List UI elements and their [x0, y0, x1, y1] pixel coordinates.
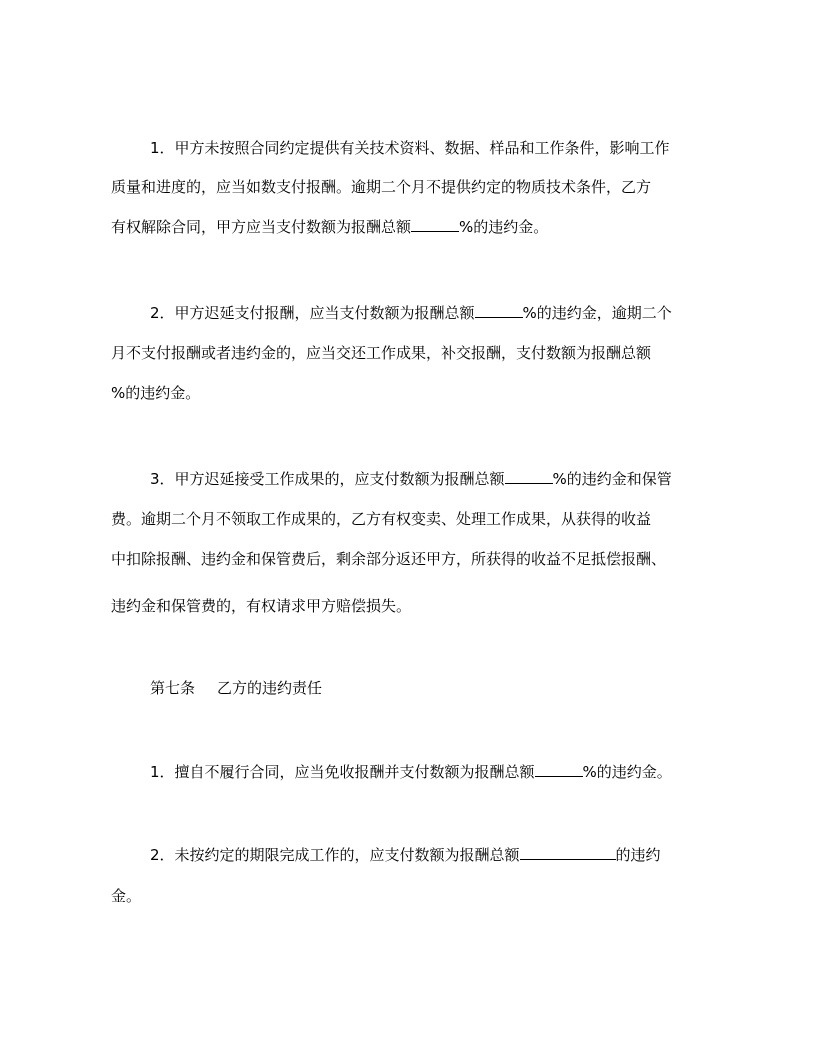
- clause-3-text-2: 费。逾期二个月不领取工作成果的，乙方有权变卖、处理工作成果，从获得的收益: [111, 510, 652, 528]
- clause-3-text-4: 违约金和保管费的，有权请求甲方赔偿损失。: [111, 597, 412, 615]
- fill-blank: [505, 469, 553, 484]
- clause-1-line-3: [111, 217, 711, 237]
- clause-2-line-2: [111, 343, 711, 363]
- clause-2-text-1a: 2．甲方迟延支付报酬，应当支付数额为报酬总额: [150, 304, 475, 322]
- fill-blank: [475, 303, 523, 318]
- clause-2-text-2: 月不支付报酬或者违约金的，应当交还工作成果，补交报酬，支付数额为报酬总额: [111, 344, 652, 362]
- clause-2-text-3: %的违约金。: [111, 384, 201, 402]
- clause-2-text-1b: %的违约金，逾期二个: [522, 304, 672, 322]
- clause-4-text-1b: %的违约金。: [582, 763, 672, 781]
- clause-3-line-1: [150, 469, 750, 489]
- clause-4-text-1a: 1．擅自不履行合同，应当免收报酬并支付数额为报酬总额: [150, 763, 535, 781]
- clause-5-line-1: [150, 845, 750, 865]
- clause-1-text-3a: 有权解除合同，甲方应当支付数额为报酬总额: [111, 218, 412, 236]
- clause-5-line-2: [111, 886, 711, 906]
- article-number: 第七条: [150, 679, 196, 697]
- clause-3-text-1a: 3．甲方迟延接受工作成果的，应支付数额为报酬总额: [150, 470, 505, 488]
- clause-2-line-1: [150, 303, 750, 323]
- clause-5-text-1a: 2．未按约定的期限完成工作的，应支付数额为报酬总额: [150, 846, 520, 864]
- article-7-heading: [150, 678, 750, 698]
- clause-5-text-1b: 的违约: [615, 846, 661, 864]
- clause-2-line-3: [111, 383, 711, 403]
- clause-3-text-3: 中扣除报酬、违约金和保管费后，剩余部分返还甲方，所获得的收益不足抵偿报酬、: [111, 550, 667, 568]
- article-title: 乙方的违约责任: [217, 679, 323, 697]
- clause-1-text-1: 1．甲方未按照合同约定提供有关技术资料、数据、样品和工作条件，影响工作: [150, 139, 670, 157]
- clause-3-line-4: [111, 596, 711, 616]
- fill-blank: [520, 845, 616, 860]
- clause-1-line-1: [150, 138, 750, 158]
- clause-5-text-2: 金。: [111, 887, 142, 905]
- clause-1-line-2: [111, 177, 711, 197]
- clause-4-line-1: [150, 762, 750, 782]
- clause-3-line-3: [111, 549, 711, 569]
- clause-3-text-1b: %的违约金和保管: [552, 470, 672, 488]
- clause-1-text-3b: %的违约金。: [459, 218, 549, 236]
- fill-blank: [411, 217, 459, 232]
- fill-blank: [535, 762, 583, 777]
- clause-1-text-2: 质量和进度的，应当如数支付报酬。逾期二个月不提供约定的物质技术条件，乙方: [111, 178, 652, 196]
- clause-3-line-2: [111, 509, 711, 529]
